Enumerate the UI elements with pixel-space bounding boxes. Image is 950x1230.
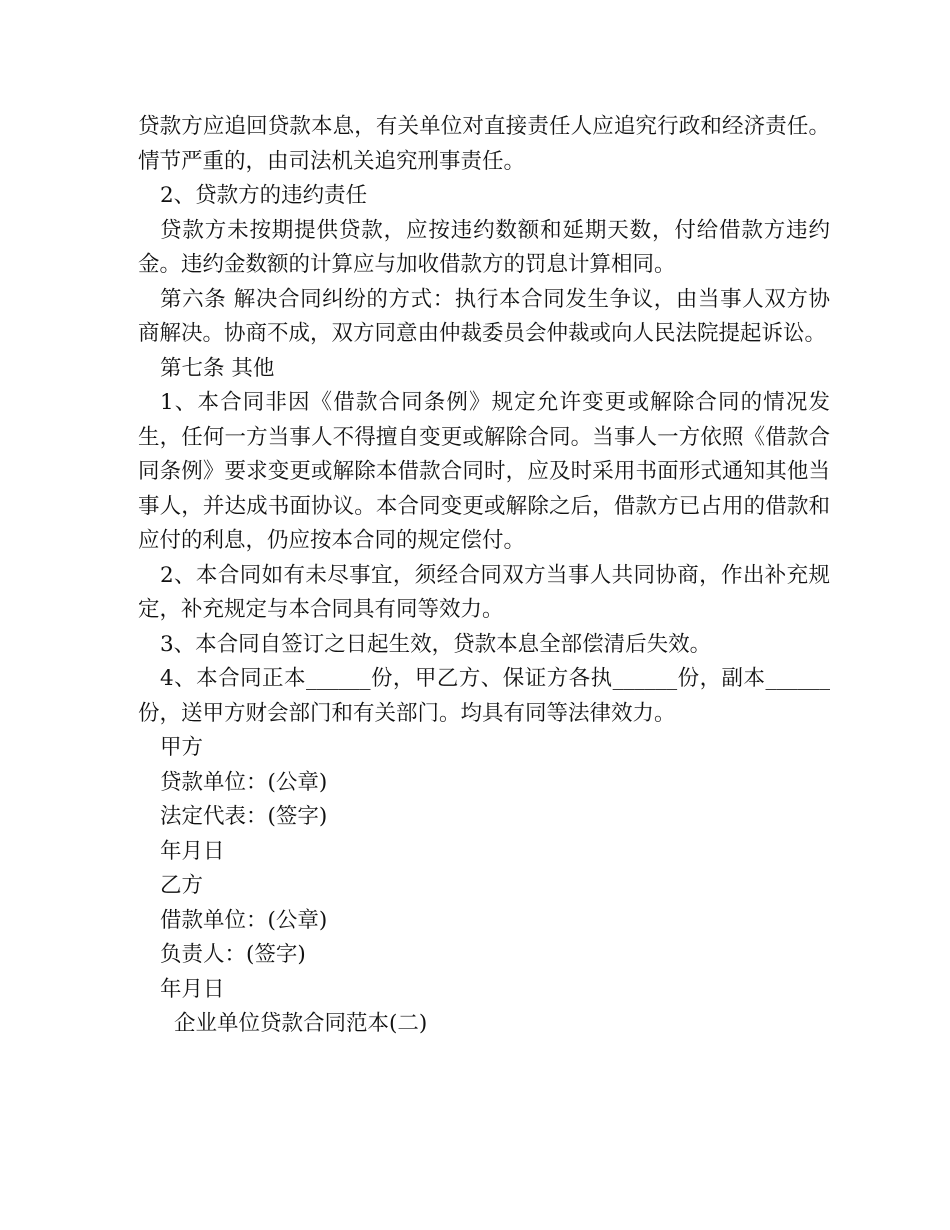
paragraph-clause-four: 4、本合同正本______份，甲乙方、保证方各执______份，副本______份，送甲方财会部门和有关部门。均具有同等法律效力。 bbox=[138, 666, 830, 726]
paragraph-liability-end: 贷款方应追回贷款本息，有关单位对直接责任人应追究行政和经济责任。情节严重的，由司法机关追究刑事责任。 bbox=[138, 114, 830, 174]
paragraph-clause-two: 2、本合同如有未尽事宜，须经合同双方当事人共同协商，作出补充规定，补充规定与本合同具有同等效力。 bbox=[138, 562, 830, 622]
party-a-label: 甲方 bbox=[160, 735, 204, 760]
party-b-label: 乙方 bbox=[160, 873, 204, 898]
party-a-date: 年月日 bbox=[160, 838, 225, 864]
section-title: 企业单位贷款合同范本(二) bbox=[174, 1011, 428, 1036]
responsible-person-signature: 负责人：(签字) bbox=[160, 942, 306, 967]
paragraph-article-six: 第六条 解决合同纠纷的方式：执行本合同发生争议，由当事人双方协商解决。协商不成，双方同意由仲裁委员会仲裁或向人民法院提起诉讼。 bbox=[138, 286, 830, 346]
party-b-date: 年月日 bbox=[160, 976, 225, 1002]
paragraph-clause-three: 3、本合同自签订之日起生效，贷款本息全部偿清后失效。 bbox=[160, 631, 712, 657]
paragraph-clause-one: 1、本合同非因《借款合同条例》规定允许变更或解除合同的情况发生，任何一方当事人不得擅自变更或解除合同。当事人一方依照《借款合同条例》要求变更或解除本借款合同时，应及时采用书面形式通知其他当事人，并达成书面协议。本合同变更或解除之后，借款方已占用的借款和应付的利息，仍应按本合同的规定偿付。 bbox=[138, 390, 830, 553]
borrower-unit-seal: 借款单位：(公章) bbox=[160, 907, 328, 933]
legal-representative-signature: 法定代表：(签字) bbox=[160, 804, 328, 829]
paragraph-lender-breach-penalty: 贷款方未按期提供贷款，应按违约数额和延期天数，付给借款方违约金。违约金数额的计算应与加收借款方的罚息计算相同。 bbox=[138, 217, 830, 277]
paragraph-lender-breach-heading: 2、贷款方的违约责任 bbox=[160, 183, 368, 208]
paragraph-article-seven-heading: 第七条 其他 bbox=[160, 355, 275, 381]
lender-unit-seal: 贷款单位：(公章) bbox=[160, 769, 328, 795]
